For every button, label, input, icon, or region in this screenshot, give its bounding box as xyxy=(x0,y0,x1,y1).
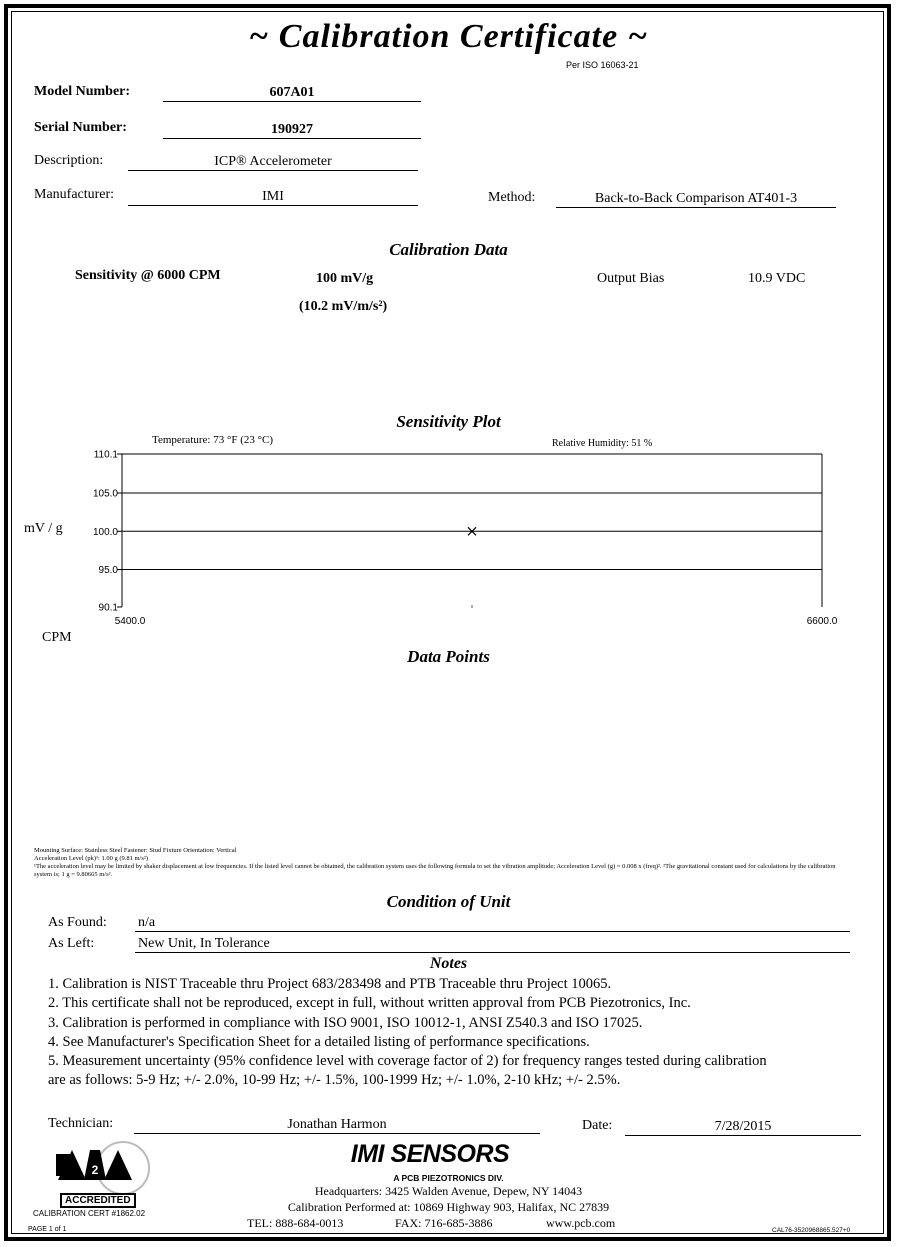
division-line: A PCB PIEZOTRONICS DIV. xyxy=(393,1173,504,1183)
imi-sensors-logo xyxy=(330,1140,530,1169)
calibration-site-address: Calibration Performed at: 10869 Highway 903, Halifax, NC 27839 xyxy=(287,1200,610,1214)
y-tick-label: 90.1 xyxy=(98,602,118,614)
y-tick-label: 105.0 xyxy=(92,488,118,500)
sensitivity-plot-heading: Sensitivity Plot xyxy=(396,412,501,431)
y-axis-label: mV / g xyxy=(24,521,63,536)
y-tick-label: 110.1 xyxy=(93,449,118,461)
note-item: 3. Calibration is performed in compliance with ISO 9001, ISO 10012-1, ANSI Z540.3 and ISO 17025. xyxy=(48,1015,643,1031)
note-item: 2. This certificate shall not be reproduced, except in full, without written approval from PCB Piezotronics, Inc. xyxy=(48,995,691,1011)
as-found-underline xyxy=(135,931,850,932)
telephone: TEL: 888-684-0013 xyxy=(247,1216,344,1230)
calibration-data-heading: Calibration Data xyxy=(389,240,508,259)
notes-heading: Notes xyxy=(429,955,468,972)
note-item: 1. Calibration is NIST Traceable thru Project 683/283498 and PTB Traceable thru Project 10065. xyxy=(48,976,612,992)
x-tick-label: 6600.0 xyxy=(806,616,838,627)
note-item: 5. Measurement uncertainty (95% confidence level with coverage factor of 2) for frequency ranges tested during calibration xyxy=(48,1053,767,1069)
fax: FAX: 716-685-3886 xyxy=(395,1216,493,1230)
acceleration-level: Acceleration Level (pk)¹: 1.00 g (9.81 m/s²) xyxy=(34,855,149,862)
per-iso-standard: Per ISO 16063-21 xyxy=(566,60,639,70)
document-code: CAL76-3520968865.527+0 xyxy=(772,1227,851,1234)
calibration-cert-number: CALIBRATION CERT #1862.02 xyxy=(33,1209,146,1218)
x-tick-label: 5400.0 xyxy=(114,616,146,627)
data-points-heading: Data Points xyxy=(407,647,490,666)
y-tick-label: 95.0 xyxy=(98,565,118,577)
date-label: Date: xyxy=(582,1118,613,1133)
as-left-label: As Left: xyxy=(48,936,95,951)
svg-text:2: 2 xyxy=(91,1163,99,1177)
as-left-value: New Unit, In Tolerance xyxy=(138,936,270,951)
headquarters-address: Headquarters: 3425 Walden Avenue, Depew, NY 14043 xyxy=(314,1184,583,1198)
model-number-value: 607A01 xyxy=(163,84,421,102)
method-value: Back-to-Back Comparison AT401-3 xyxy=(556,190,836,208)
sensitivity-value: 100 mV/g xyxy=(316,271,374,286)
model-number-label: Model Number: xyxy=(34,84,131,99)
description-label: Description: xyxy=(34,153,104,168)
sensitivity-si-value: (10.2 mV/m/s²) xyxy=(299,299,388,314)
serial-number-value: 190927 xyxy=(163,121,421,139)
date-value: 7/28/2015 xyxy=(625,1118,861,1136)
technician-label: Technician: xyxy=(48,1116,114,1131)
temperature-readout: Temperature: 73 °F (23 °C) xyxy=(152,434,274,446)
output-bias-label: Output Bias xyxy=(597,271,665,286)
sensitivity-label: Sensitivity @ 6000 CPM xyxy=(75,268,221,283)
accredited-badge: ACCREDITED xyxy=(60,1193,136,1208)
as-found-value: n/a xyxy=(138,915,156,930)
description-value: ICP® Accelerometer xyxy=(128,153,418,171)
manufacturer-value: IMI xyxy=(128,188,418,206)
manufacturer-label: Manufacturer: xyxy=(34,187,115,202)
page-indicator: PAGE 1 of 1 xyxy=(28,1226,67,1233)
method-label: Method: xyxy=(488,190,536,205)
as-found-label: As Found: xyxy=(48,915,107,930)
technician-value: Jonathan Harmon xyxy=(134,1116,540,1134)
website-link[interactable]: www.pcb.com xyxy=(546,1216,616,1230)
note-item: 4. See Manufacturer's Specification Sheet for a detailed listing of performance specifications. xyxy=(48,1034,590,1050)
condition-heading: Condition of Unit xyxy=(386,892,511,911)
certificate-title: ~ Calibration Certificate ~ xyxy=(248,18,649,55)
output-bias-value: 10.9 VDC xyxy=(748,271,806,286)
mounting-details: Mounting Surface: Stainless Steel Fastener: Stud Fixture Orientation: Vertical xyxy=(34,847,237,854)
note-item: are as follows: 5-9 Hz; +/- 2.0%, 10-99 Hz; +/- 1.5%, 100-1999 Hz; +/- 1.0%, 2-10 kHz; +/- 2.5%. xyxy=(48,1072,621,1088)
as-left-underline xyxy=(135,952,850,953)
serial-number-label: Serial Number: xyxy=(34,120,127,135)
imi-sensors-wordmark: IMI SENSORS xyxy=(350,1140,510,1168)
acceleration-footnote: ¹The acceleration level may be limited by shaker displacement at low frequencies. If the listed level cannot be obtained, the calibration system uses the following formula to set the vibration amplitude; Acceleration Level (g) = 0.008 x (freq)². ²The gravitational constant used for calculations by the calibration system is; 1 g = 9.80665 m/s². xyxy=(34,863,836,878)
humidity-readout: Relative Humidity: 51 % xyxy=(552,438,653,449)
y-tick-label: 100.0 xyxy=(92,526,118,538)
x-axis-label: CPM xyxy=(42,630,72,645)
